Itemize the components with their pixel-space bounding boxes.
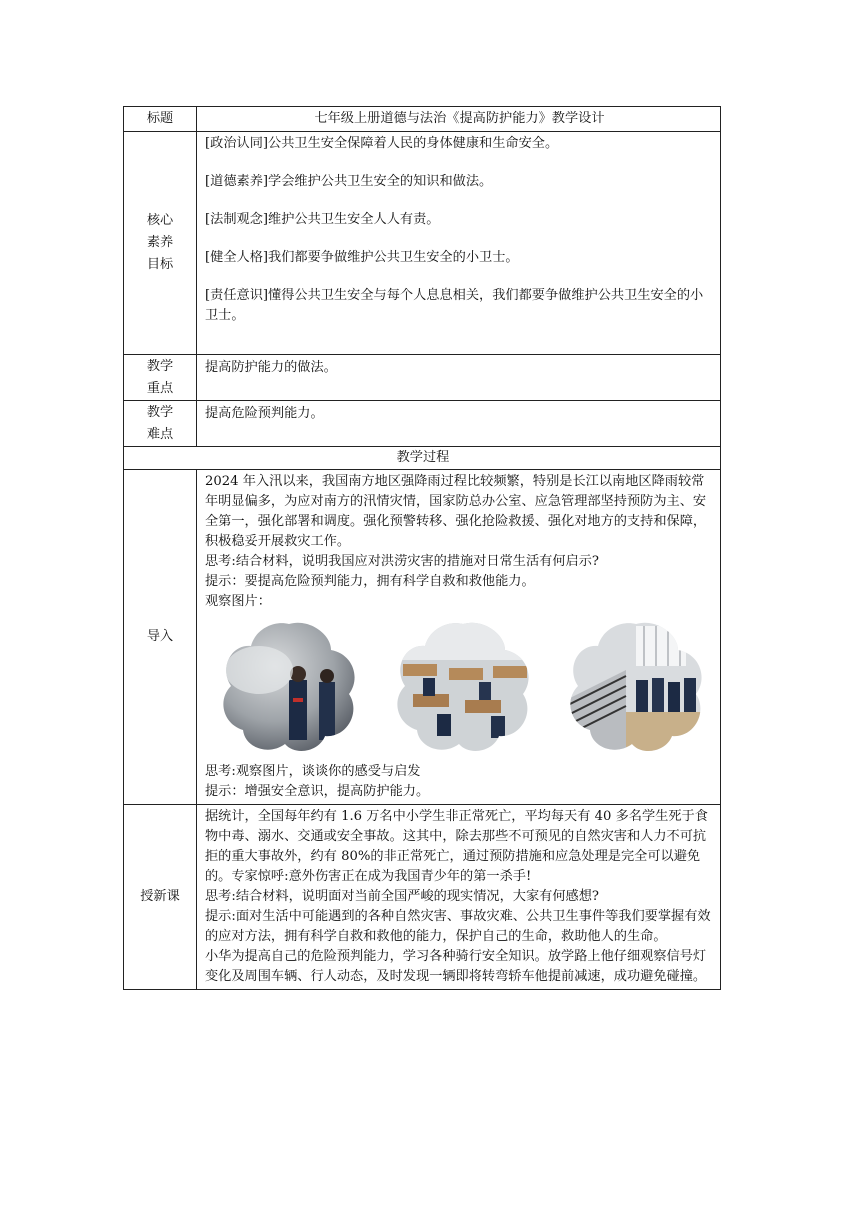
core-item-moral: [道德素养]学会维护公共卫生安全的知识和做法。 xyxy=(205,174,493,189)
process-header: 教学过程 xyxy=(124,447,721,470)
stairway-drill-photo xyxy=(566,620,706,752)
intro-think: 思考:结合材料，说明我国应对洪涝灾害的措施对日常生活有何启示? xyxy=(205,554,599,569)
core-literacy-row xyxy=(124,132,721,355)
process-header-row xyxy=(124,447,721,470)
difficult-point-row xyxy=(124,401,721,447)
new-lesson-label: 授新课 xyxy=(124,805,197,990)
difficult-point-text: 提高危险预判能力。 xyxy=(197,401,721,447)
smoke-drill-photo xyxy=(219,620,359,752)
label-line: 核心 xyxy=(146,213,174,228)
label-line: 素养 xyxy=(146,235,174,250)
key-point-text: 提高防护能力的做法。 xyxy=(197,355,721,401)
lesson-plan-table xyxy=(123,106,721,990)
core-literacy-content xyxy=(197,132,721,355)
difficult-point-label xyxy=(124,401,197,447)
new-lesson-paragraph: 据统计，全国每年约有 1.6 万名中小学生非正常死亡，平均每天有 40 多名学生死于食物中毒、溺水、交通或安全事故。这其中，除去那些不可预见的自然灾害和人力不可抗拒的重大事故外，约有 80%的非正常死亡，通过预防措施和应急处理是完全可以避免的。专家惊呼:意外伤害正在成为我国青少年的第一杀手! xyxy=(205,809,708,884)
intro-label: 导入 xyxy=(124,470,197,805)
new-lesson-case: 小华为提高自己的危险预判能力，学习各种骑行安全知识。放学路上他仔细观察信号灯变化及周围车辆、行人动态，及时发现一辆即将转弯轿车他提前减速，成功避免碰撞。 xyxy=(205,949,707,984)
key-point-label xyxy=(124,355,197,401)
label-line: 教学 xyxy=(146,358,174,374)
intro-think-photos: 思考:观察图片，谈谈你的感受与启发 xyxy=(205,764,421,779)
drill-photos xyxy=(205,612,714,762)
core-item-personality: [健全人格]我们都要争做维护公共卫生安全的小卫士。 xyxy=(205,250,519,265)
label-line: 目标 xyxy=(146,257,174,272)
new-lesson-hint: 提示:面对生活中可能遇到的各种自然灾害、事故灾难、公共卫生事件等我们要掌握有效的应对方法，拥有科学自救和救他的能力，保护自己的生命，救助他人的生命。 xyxy=(205,909,711,944)
new-lesson-content xyxy=(197,805,721,990)
core-item-political: [政治认同]公共卫生安全保障着人民的身体健康和生命安全。 xyxy=(205,136,559,151)
new-lesson-think: 思考:结合材料，说明面对当前全国严峻的现实情况，大家有何感想? xyxy=(205,889,599,904)
label-line: 教学 xyxy=(146,404,174,420)
key-point-row xyxy=(124,355,721,401)
intro-observe: 观察图片： xyxy=(205,594,271,609)
core-item-responsibility: [责任意识]懂得公共卫生安全与每个人息息相关，我们都要争做维护公共卫生安全的小卫士。 xyxy=(205,288,704,323)
intro-row xyxy=(124,470,721,805)
new-lesson-row xyxy=(124,805,721,990)
lesson-plan-document xyxy=(123,106,721,990)
title-label: 标题 xyxy=(124,107,197,132)
intro-hint-photos: 提示：增强安全意识，提高防护能力。 xyxy=(205,784,430,799)
document-title: 七年级上册道德与法治《提高防护能力》教学设计 xyxy=(197,107,721,132)
label-line: 重点 xyxy=(146,380,174,396)
intro-paragraph: 2024 年入汛以来，我国南方地区强降雨过程比较频繁，特别是长江以南地区降雨较常年明显偏多，为应对南方的汛情灾情，国家防总办公室、应急管理部坚持预防为主、安全第一，强化部署和调度。强化预警转移、强化抢险救援、强化对地方的支持和保障，积极稳妥开展救灾工作。 xyxy=(205,474,707,549)
intro-hint: 提示：要提高危险预判能力，拥有科学自救和救他能力。 xyxy=(205,574,535,589)
core-item-law: [法制观念]维护公共卫生安全人人有责。 xyxy=(205,212,440,227)
title-row xyxy=(124,107,721,132)
classroom-drill-photo xyxy=(393,620,533,752)
intro-content xyxy=(197,470,721,805)
label-line: 难点 xyxy=(146,426,174,442)
core-literacy-label xyxy=(124,132,197,355)
